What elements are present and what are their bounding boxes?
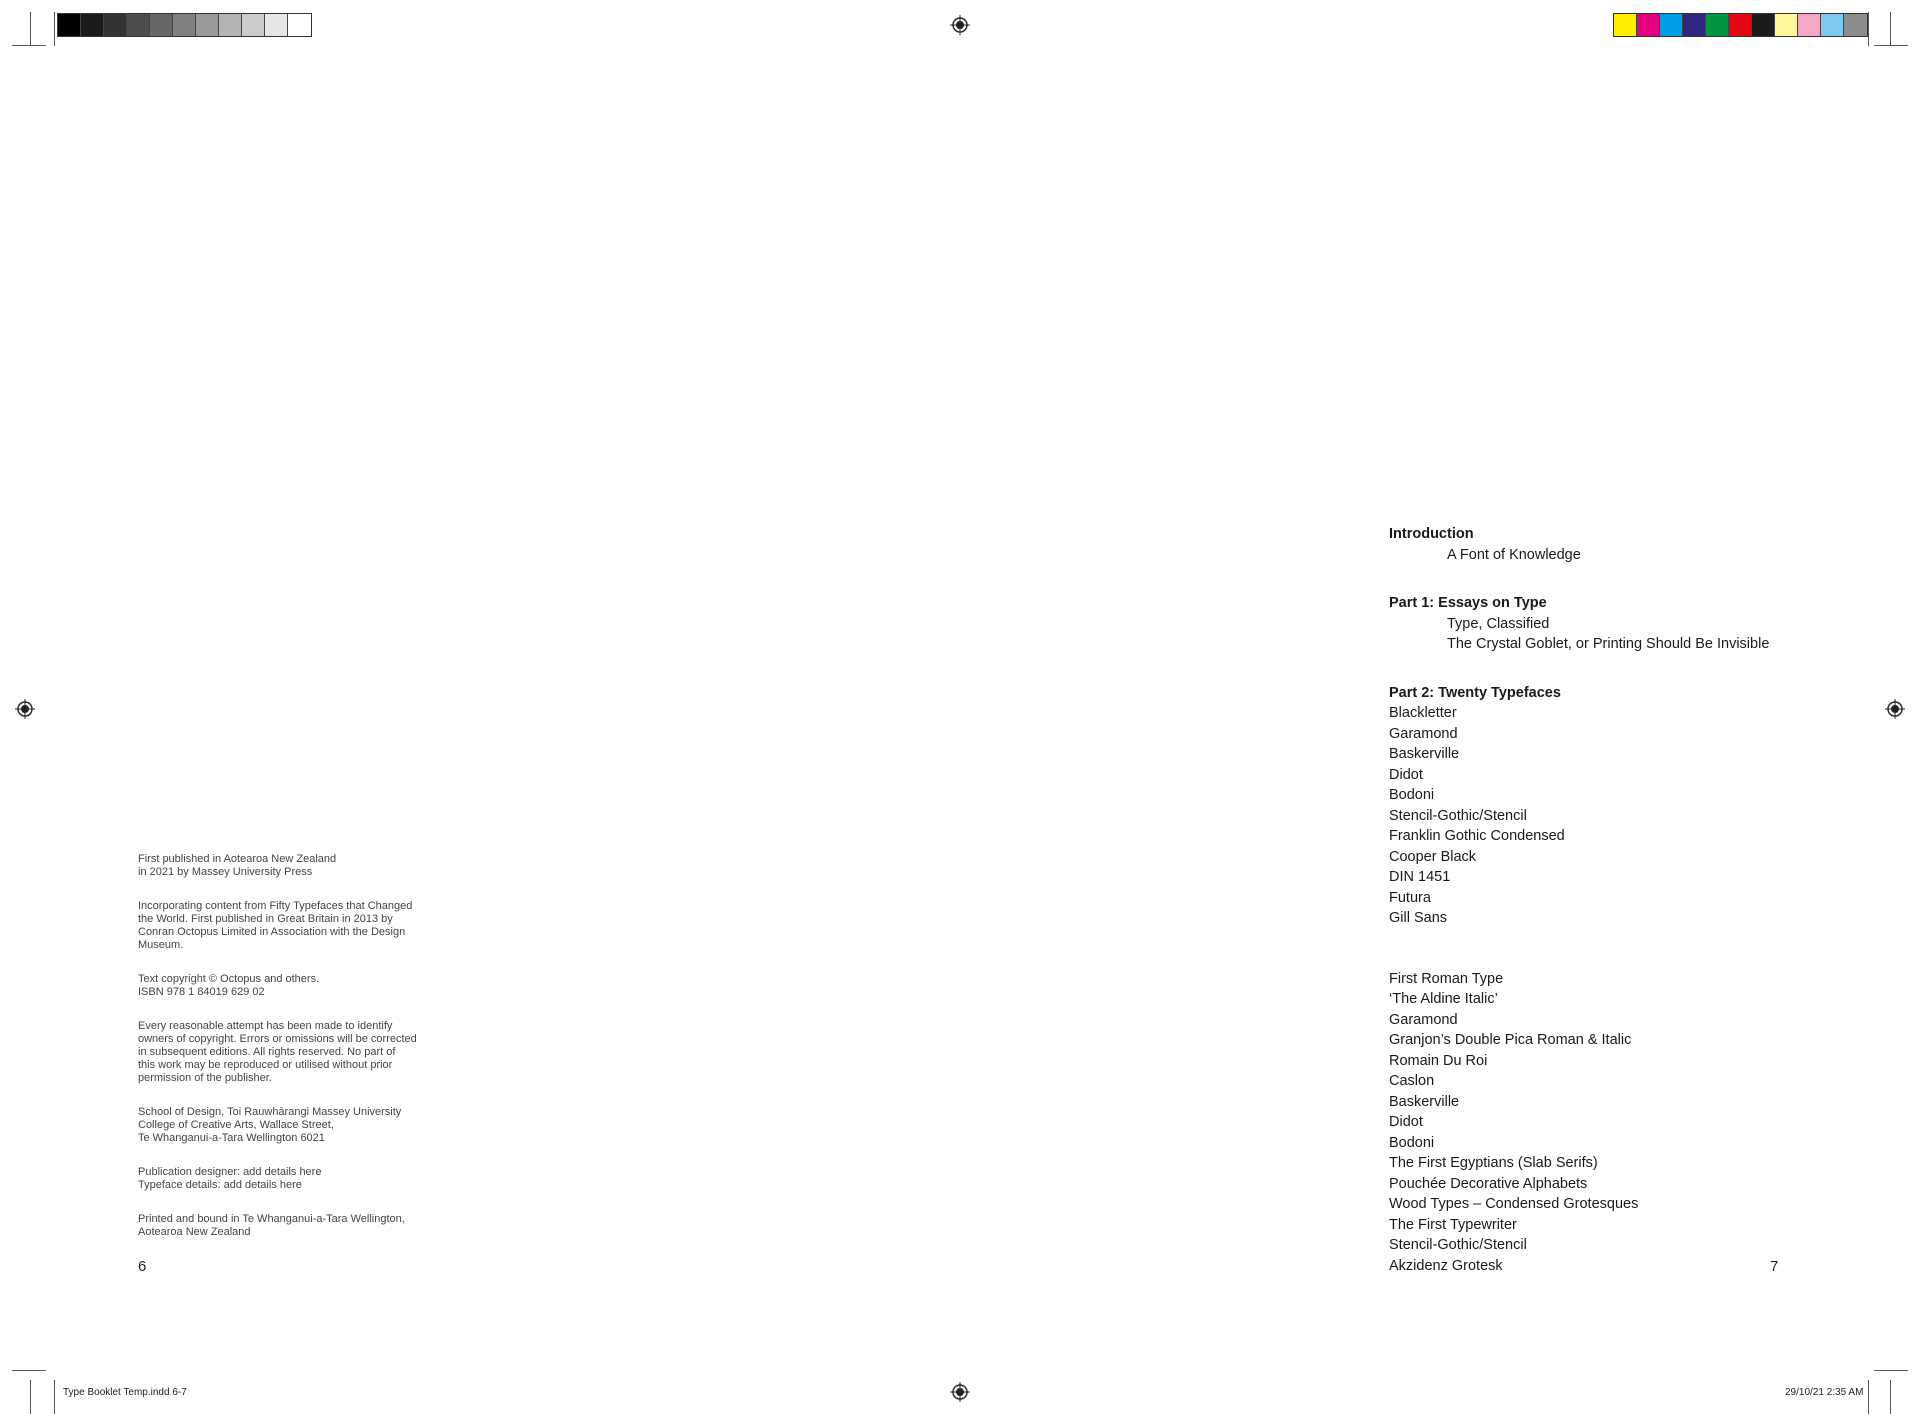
crop-mark [1868, 1380, 1869, 1414]
color-swatch [242, 14, 265, 36]
imprint-paragraph: Incorporating content from Fifty Typefaces that Changed the World. First published in Great Britain in 2013 by Conran Octopus Limited in Association with the Design Museum. [138, 900, 413, 951]
imprint-paragraph: Text copyright © Octopus and others. ISBN 978 1 84019 629 02 [138, 973, 320, 998]
toc-section-introduction [1389, 524, 1809, 565]
crop-mark [30, 1380, 31, 1414]
color-bar [1613, 13, 1868, 37]
page-number-right: 7 [1770, 1258, 1779, 1275]
color-swatch [1798, 14, 1821, 36]
crop-mark [12, 1370, 46, 1371]
color-swatch [1775, 14, 1798, 36]
color-swatch [81, 14, 104, 36]
toc-entry: First Roman Type [1389, 970, 1504, 987]
toc-entry: Didot [1389, 766, 1423, 783]
toc-entry: The Crystal Goblet, or Printing Should Be Invisible [1447, 636, 1770, 652]
grayscale-bar [57, 13, 312, 37]
toc-entry: Type, Classified [1447, 615, 1550, 632]
toc-entry: Granjon’s Double Pica Roman & Italic [1389, 1032, 1632, 1048]
color-swatch [1683, 14, 1706, 36]
color-swatch [58, 14, 81, 36]
imprint-paragraph: Printed and bound in Te Whanganui-a-Tara Wellington, Aotearoa New Zealand [138, 1213, 405, 1238]
toc-entry: Akzidenz Grotesk [1389, 1257, 1503, 1274]
imprint-paragraph: Publication designer: add details here Typeface details: add details here [138, 1166, 322, 1191]
imprint-page [138, 853, 448, 1260]
crop-mark [1890, 1380, 1891, 1414]
color-swatch [1729, 14, 1752, 36]
toc-entry: Wood Types – Condensed Grotesques [1389, 1196, 1639, 1212]
color-swatch [1752, 14, 1775, 36]
toc-section-list [1389, 969, 1809, 1277]
table-of-contents [1389, 524, 1809, 1276]
crop-mark [30, 12, 31, 46]
toc-heading: Introduction [1389, 526, 1474, 542]
imprint-paragraph: Every reasonable attempt has been made to identify owners of copyright. Errors or omissions will be corrected in subsequent editions. All rights reserved. No part of this work may be reproduced or utilised without prior permission of the publisher. [138, 1020, 417, 1084]
color-swatch [1706, 14, 1729, 36]
toc-heading: Part 1: Essays on Type [1389, 595, 1547, 611]
toc-entry: Romain Du Roi [1389, 1052, 1488, 1069]
color-swatch [1614, 14, 1637, 36]
crop-mark [54, 12, 55, 46]
toc-entry: Garamond [1389, 1011, 1458, 1028]
color-swatch [196, 14, 219, 36]
crop-mark [12, 45, 46, 46]
registration-mark-icon [950, 15, 970, 35]
imprint-paragraph: School of Design, Toi Rauwhārangi Massey University College of Creative Arts, Wallace Street, Te Whanganui-a-Tara Wellington 6021 [138, 1106, 402, 1144]
page-number-left: 6 [138, 1258, 147, 1275]
toc-entry: Stencil-Gothic/Stencil [1389, 807, 1527, 824]
color-swatch [265, 14, 288, 36]
registration-mark-icon [950, 1382, 970, 1402]
color-swatch [1844, 14, 1867, 36]
toc-entry: The First Typewriter [1389, 1216, 1517, 1233]
toc-entry: DIN 1451 [1389, 869, 1451, 885]
color-swatch [104, 14, 127, 36]
toc-spacer [1389, 929, 1809, 969]
crop-mark [54, 1380, 55, 1414]
color-swatch [288, 14, 311, 36]
toc-section-part2 [1389, 683, 1809, 929]
toc-entry: Bodoni [1389, 1134, 1435, 1151]
toc-entry: Cooper Black [1389, 848, 1477, 865]
toc-entry: Stencil-Gothic/Stencil [1389, 1237, 1527, 1253]
toc-entry: Baskerville [1389, 1093, 1460, 1110]
color-swatch [127, 14, 150, 36]
imprint-paragraph: First published in Aotearoa New Zealand in 2021 by Massey University Press [138, 853, 337, 878]
toc-entry: The First Egyptians (Slab Serifs) [1389, 1155, 1598, 1171]
toc-heading: Part 2: Twenty Typefaces [1389, 684, 1561, 701]
crop-mark [1874, 1370, 1908, 1371]
crop-mark [1890, 12, 1891, 46]
color-swatch [1821, 14, 1844, 36]
registration-mark-icon [1885, 699, 1905, 719]
color-swatch [173, 14, 196, 36]
toc-entry: Pouchée Decorative Alphabets [1389, 1175, 1588, 1192]
slug-timestamp: 29/10/21 2:35 AM [1785, 1387, 1864, 1398]
toc-entry: ‘The Aldine Italic’ [1389, 991, 1498, 1007]
toc-entry: Garamond [1389, 725, 1458, 742]
toc-entry: A Font of Knowledge [1447, 546, 1581, 563]
toc-entry: Franklin Gothic Condensed [1389, 828, 1565, 844]
crop-mark [1874, 45, 1908, 46]
toc-entry: Didot [1389, 1114, 1423, 1130]
crop-mark [1868, 12, 1869, 46]
toc-entry: Caslon [1389, 1073, 1435, 1089]
toc-section-part1 [1389, 593, 1809, 655]
color-swatch [150, 14, 173, 36]
color-swatch [1637, 14, 1660, 36]
registration-mark-icon [15, 699, 35, 719]
color-swatch [219, 14, 242, 36]
color-swatch [1660, 14, 1683, 36]
slug-filename: Type Booklet Temp.indd 6-7 [63, 1387, 187, 1398]
toc-entry: Blackletter [1389, 705, 1457, 721]
toc-entry: Futura [1389, 889, 1431, 906]
toc-entry: Gill Sans [1389, 910, 1448, 926]
toc-entry: Baskerville [1389, 746, 1460, 762]
toc-entry: Bodoni [1389, 787, 1435, 803]
